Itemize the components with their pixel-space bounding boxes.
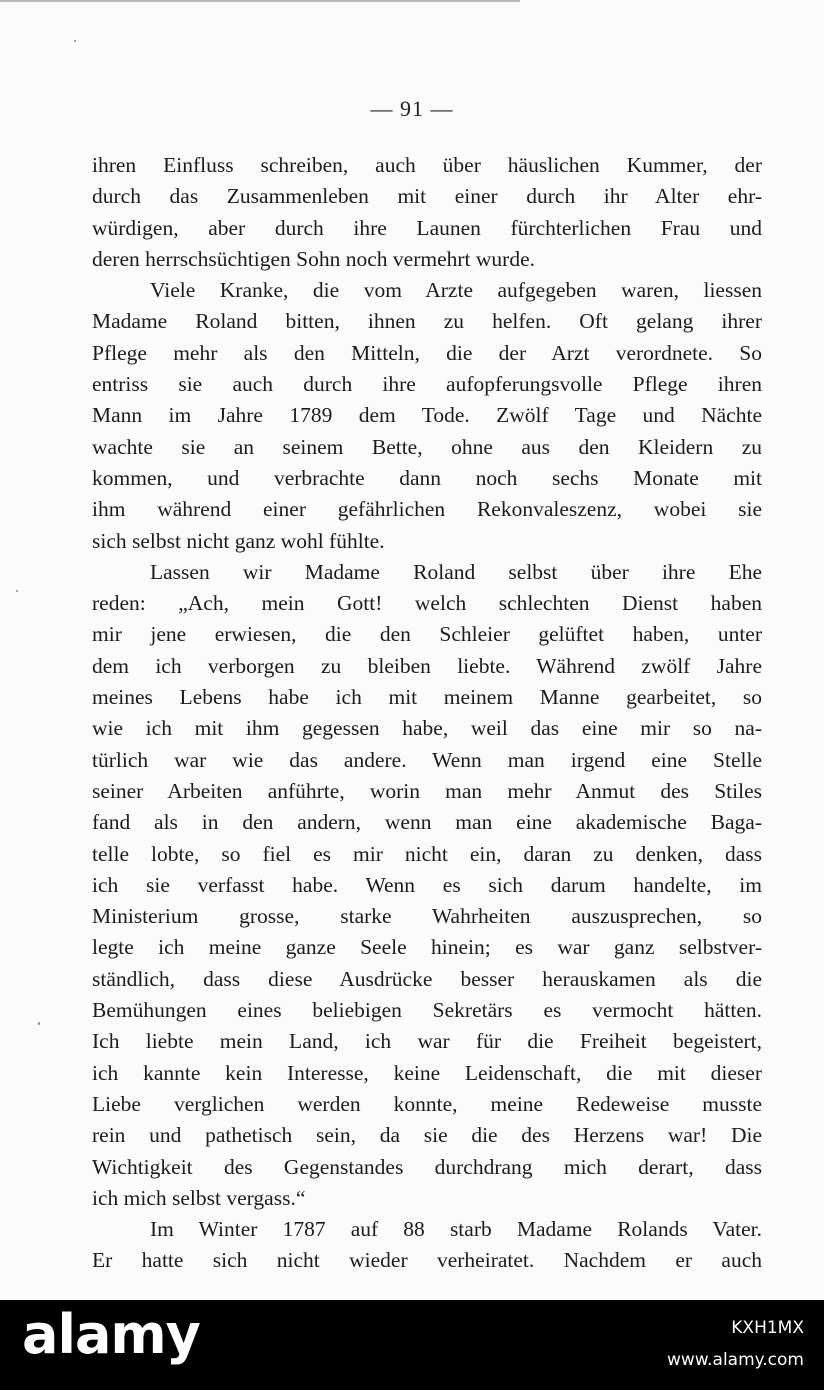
page-top-edge-line — [0, 0, 520, 2]
body-text — [92, 150, 762, 1277]
text-line: deren herrschsüchtigen Sohn noch vermehrt wurde. — [92, 246, 535, 271]
text-line: kommen, und verbrachte dann noch sechs Monate mit — [92, 465, 762, 490]
text-line: Bemühungen eines beliebigen Sekretärs es vermocht hätten. — [92, 998, 762, 1023]
text-line: durch das Zusammenleben mit einer durch ihr Alter ehr- — [92, 184, 762, 209]
text-line: mir jene erwiesen, die den Schleier gelüftet haben, unter — [92, 622, 762, 647]
text-line: Pflege mehr als den Mitteln, die der Arzt verordnete. So — [92, 340, 762, 365]
text-line: entriss sie auch durch ihre aufopferungsvolle Pflege ihren — [92, 372, 762, 397]
text-line: sich selbst nicht ganz wohl fühlte. — [92, 528, 385, 553]
scan-speck — [16, 590, 18, 592]
text-line: ständlich, dass diese Ausdrücke besser herauskamen als die — [92, 966, 762, 991]
text-line: Im Winter 1787 auf 88 starb Madame Rolands Vater. — [150, 1217, 762, 1242]
text-line: Er hatte sich nicht wieder verheiratet. Nachdem er auch — [92, 1248, 762, 1273]
text-line: Wichtigkeit des Gegenstandes durchdrang mich derart, dass — [92, 1154, 762, 1179]
text-line: ich sie verfasst habe. Wenn es sich darum handelte, im — [92, 872, 762, 897]
text-line: legte ich meine ganze Seele hinein; es war ganz selbstver- — [92, 935, 762, 960]
text-line: ihren Einfluss schreiben, auch über häuslichen Kummer, der — [92, 153, 762, 177]
text-line: ich kannte kein Interesse, keine Leidenschaft, die mit dieser — [92, 1060, 762, 1085]
text-line: Ministerium grosse, starke Wahrheiten auszusprechen, so — [92, 904, 762, 929]
text-line: Liebe verglichen werden konnte, meine Redeweise musste — [92, 1091, 762, 1116]
text-line: Mann im Jahre 1789 dem Tode. Zwölf Tage und Nächte — [92, 403, 762, 428]
text-line: ich mich selbst vergass.“ — [92, 1185, 306, 1210]
alamy-logo: alamy — [22, 1303, 200, 1366]
text-line: Madame Roland bitten, ihnen zu helfen. Oft gelang ihrer — [92, 309, 762, 334]
text-line: telle lobte, so fiel es mir nicht ein, daran zu denken, dass — [92, 841, 762, 866]
watermark-url: www.alamy.com — [666, 1350, 804, 1370]
text-line: fand als in den andern, wenn man eine akademische Baga- — [92, 810, 762, 835]
scan-speck — [74, 40, 76, 42]
text-line: Ich liebte mein Land, ich war für die Freiheit begeistert, — [92, 1029, 762, 1054]
text-line: dem ich verborgen zu bleiben liebte. Während zwölf Jahre — [92, 653, 762, 678]
text-line: reden: „Ach, mein Gott! welch schlechten Dienst haben — [92, 591, 762, 616]
image-id: KXH1MX — [731, 1318, 804, 1338]
text-line: wie ich mit ihm gegessen habe, weil das eine mir so na- — [92, 716, 762, 741]
text-line: ihm während einer gefährlichen Rekonvaleszenz, wobei sie — [92, 497, 762, 522]
text-line: wachte sie an seinem Bette, ohne aus den Kleidern zu — [92, 434, 762, 459]
text-line: rein und pathetisch sein, da sie die des Herzens war! Die — [92, 1123, 762, 1148]
text-line: türlich war wie das andere. Wenn man irgend eine Stelle — [92, 747, 762, 772]
text-line: Viele Kranke, die vom Arzte aufgegeben waren, liessen — [150, 278, 762, 303]
page-number: — 91 — — [370, 96, 454, 121]
scan-speck — [38, 1022, 40, 1025]
text-line: Lassen wir Madame Roland selbst über ihre Ehe — [150, 559, 762, 584]
text-line: meines Lebens habe ich mit meinem Manne gearbeitet, so — [92, 685, 762, 710]
text-line: würdigen, aber durch ihre Launen fürchterlichen Frau und — [92, 215, 762, 240]
text-line: seiner Arbeiten anführte, worin man mehr Anmut des Stiles — [92, 778, 762, 803]
